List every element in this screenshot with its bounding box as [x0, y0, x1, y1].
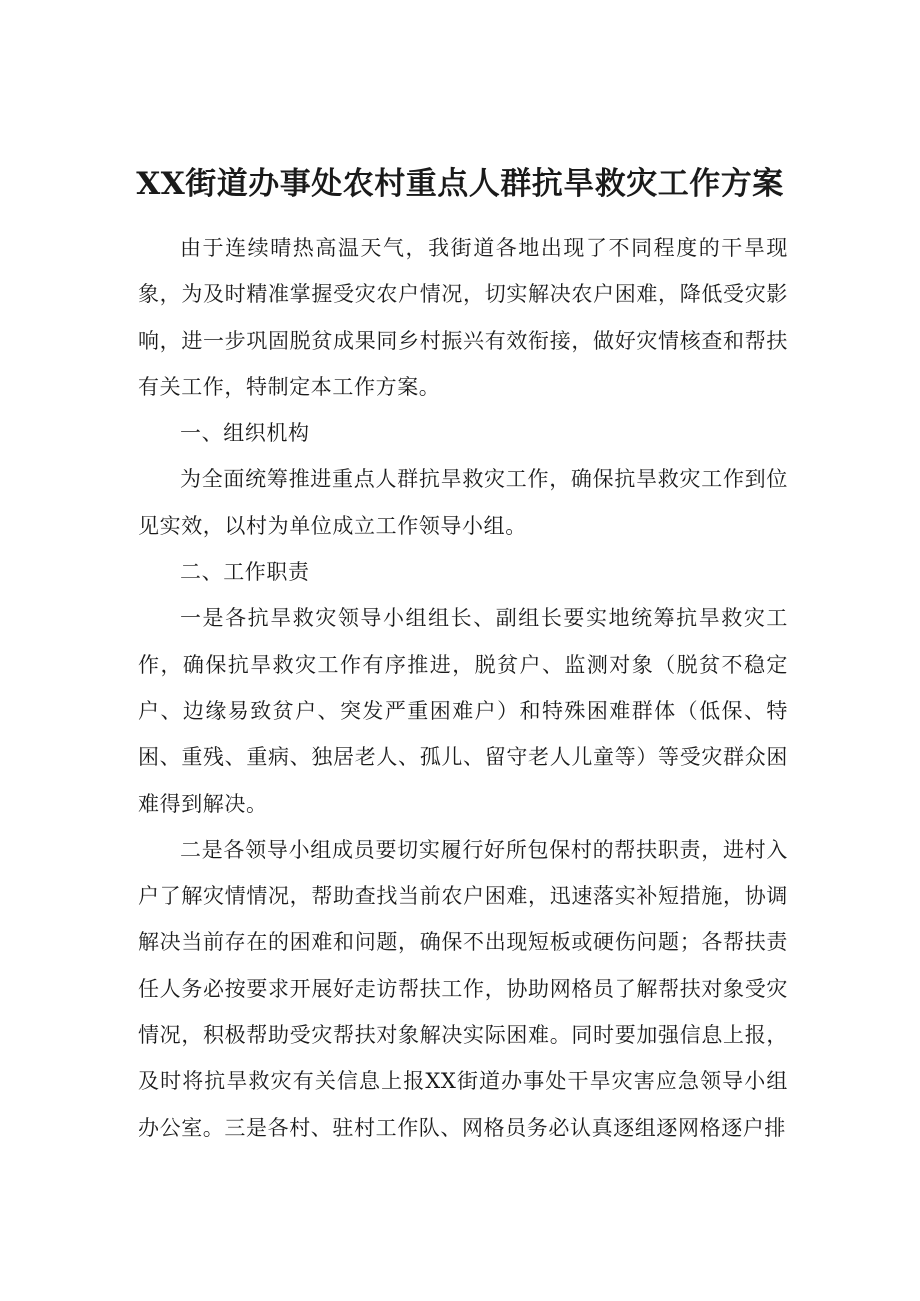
paragraph-responsibility-two: 二是各领导小组成员要切实履行好所包保村的帮扶职责，进村入户了解灾情情况，帮助查找当前农户困难，迅速落实补短措施，协调解决当前存在的困难和问题，确保不出现短板或硬伤问题；各帮扶责任人务必按要求开展好走访帮扶工作，协助网格员了解帮扶对象受灾情况，积极帮助受灾帮扶对象解决实际困难。同时要加强信息上报，及时将抗旱救灾有关信息上报XX街道办事处干旱灾害应急领导小组办公室。三是各村、驻村工作队、网格员务必认真逐组逐网格逐户排	[138, 837, 788, 1140]
document-title: XX街道办事处农村重点人群抗旱救灾工作方案	[136, 166, 784, 202]
paragraph-intro: 由于连续晴热高温天气，我街道各地出现了不同程度的干旱现象，为及时精准掌握受灾农户情况，切实解决农户困难，降低受灾影响，进一步巩固脱贫成果同乡村振兴有效衔接，做好灾情核查和帮扶有关工作，特制定本工作方案。	[138, 236, 788, 399]
paragraph-responsibility-one: 一是各抗旱救灾领导小组组长、副组长要实地统筹抗旱救灾工作，确保抗旱救灾工作有序推进，脱贫户、监测对象（脱贫不稳定户、边缘易致贫户、突发严重困难户）和特殊困难群体（低保、特困、重残、重病、独居老人、孤儿、留守老人儿童等）等受灾群众困难得到解决。	[138, 606, 788, 816]
section-heading-responsibilities: 二、工作职责	[180, 560, 310, 585]
section-heading-organization: 一、组织机构	[180, 421, 310, 446]
paragraph-organization: 为全面统筹推进重点人群抗旱救灾工作，确保抗旱救灾工作到位见实效，以村为单位成立工作领导小组。	[138, 467, 788, 538]
document-body	[138, 225, 788, 1151]
